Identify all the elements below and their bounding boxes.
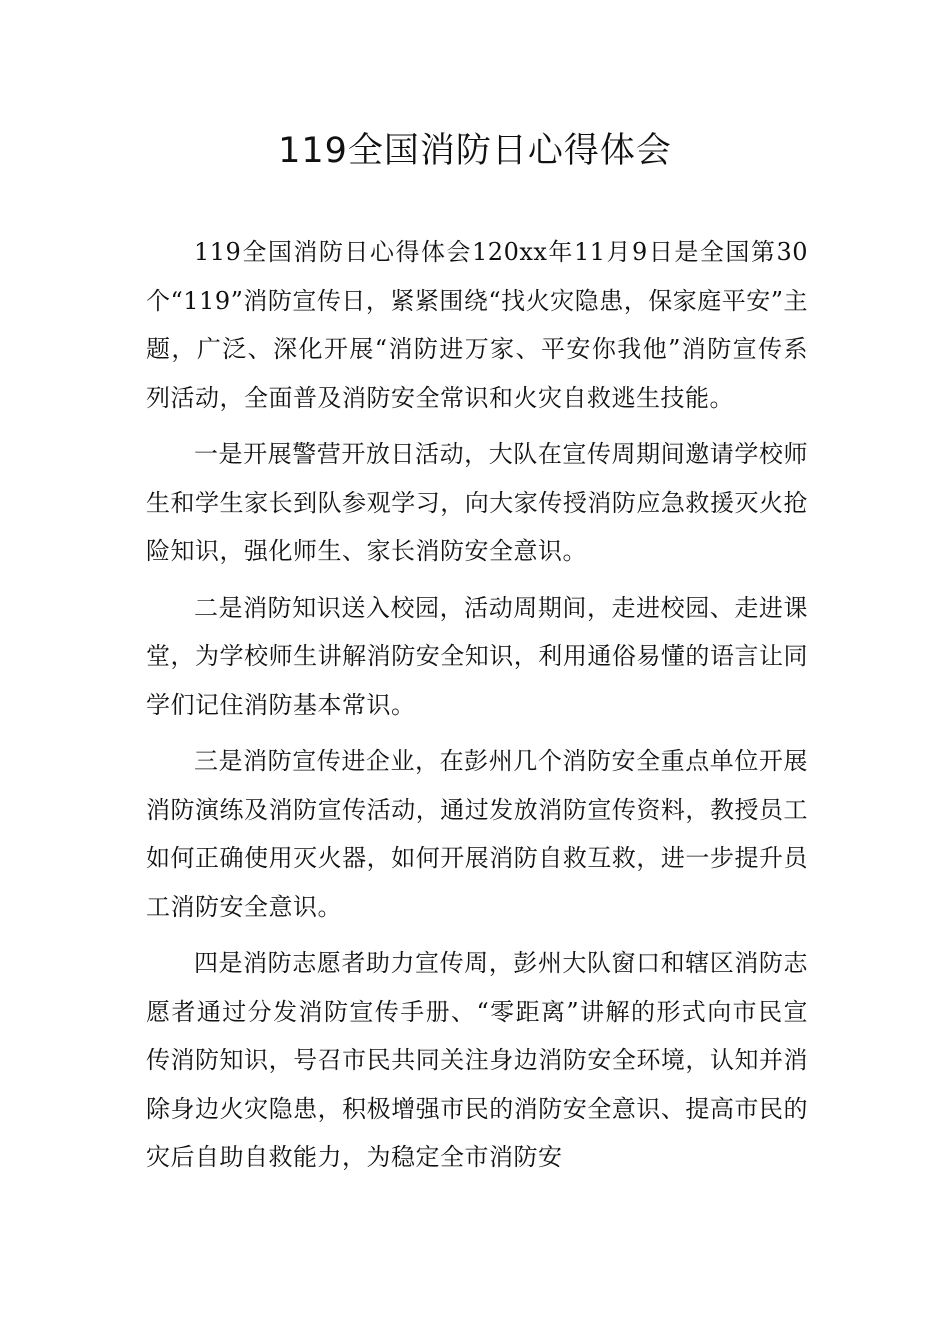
document-title: 119全国消防日心得体会 [278, 131, 672, 171]
paragraph-intro: 119全国消防日心得体会120xx年11月9日是全国第30个“119”消防宣传日，紧紧围绕“找火灾隐患，保家庭平安”主题，广泛、深化开展“消防进万家、平安你我他”消防宣传系列活动，全面普及消防安全常识和火灾自救逃生技能。 [146, 238, 808, 412]
paragraph-open-day: 一是开展警营开放日活动，大队在宣传周期间邀请学校师生和学生家长到队参观学习，向大家传授消防应急救援灭火抢险知识，强化师生、家长消防安全意识。 [146, 440, 808, 565]
paragraph-campus: 二是消防知识送入校园，活动周期间，走进校园、走进课堂，为学校师生讲解消防安全知识，利用通俗易懂的语言让同学们记住消防基本常识。 [146, 593, 808, 719]
paragraph-enterprise: 三是消防宣传进企业，在彭州几个消防安全重点单位开展消防演练及消防宣传活动，通过发放消防宣传资料，教授员工如何正确使用灭火器，如何开展消防自救互救，进一步提升员工消防安全意识。 [146, 747, 808, 921]
paragraph-volunteers: 四是消防志愿者助力宣传周，彭州大队窗口和辖区消防志愿者通过分发消防宣传手册、“零距离”讲解的形式向市民宣传消防知识，号召市民共同关注身边消防安全环境，认知并消除身边火灾隐患，积极增强市民的消防安全意识、提高市民的灾后自助自救能力，为稳定全市消防安 [146, 949, 808, 1171]
document-body [146, 228, 808, 1190]
